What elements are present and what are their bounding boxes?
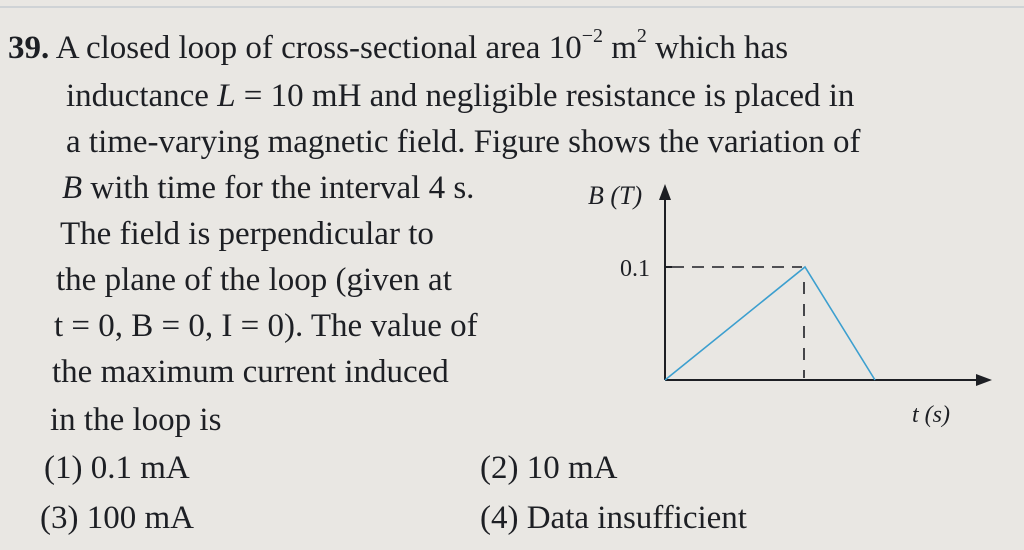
question-number: 39. — [8, 30, 50, 66]
question-line-4: B with time for the interval 4 s. — [62, 170, 475, 206]
y-tick-label: 0.1 — [620, 256, 650, 282]
question-line-2: inductance L = 10 mH and negligible resistance is placed in — [66, 78, 855, 114]
option-4[interactable]: (4) Data insufficient — [480, 500, 747, 536]
question-line-3: a time-varying magnetic field. Figure shows the variation of — [66, 124, 861, 160]
option-1[interactable]: (1) 0.1 mA — [44, 450, 190, 486]
x-axis-arrowhead — [976, 374, 992, 386]
x-axis-label: t (s) — [912, 402, 950, 428]
question-line-9: in the loop is — [50, 402, 222, 438]
y-axis-arrowhead — [659, 184, 671, 200]
question-line-7: t = 0, B = 0, I = 0). The value of — [54, 308, 478, 344]
question-line-8: the maximum current induced — [52, 354, 449, 390]
question-line-5: The field is perpendicular to — [60, 216, 434, 252]
question-line-1: 39. A closed loop of cross-sectional area $10^{-2}$ $m^2$ which has — [8, 25, 789, 66]
b-vs-t-graph — [540, 170, 1010, 440]
option-2[interactable]: (2) 10 mA — [480, 450, 618, 486]
option-3[interactable]: (3) 100 mA — [40, 500, 194, 536]
b-curve — [665, 267, 875, 380]
top-rule — [0, 6, 1024, 8]
y-axis-label-text: B (T) — [588, 181, 643, 210]
y-axis-label — [588, 181, 642, 210]
question-line-6: the plane of the loop (given at — [56, 262, 452, 298]
